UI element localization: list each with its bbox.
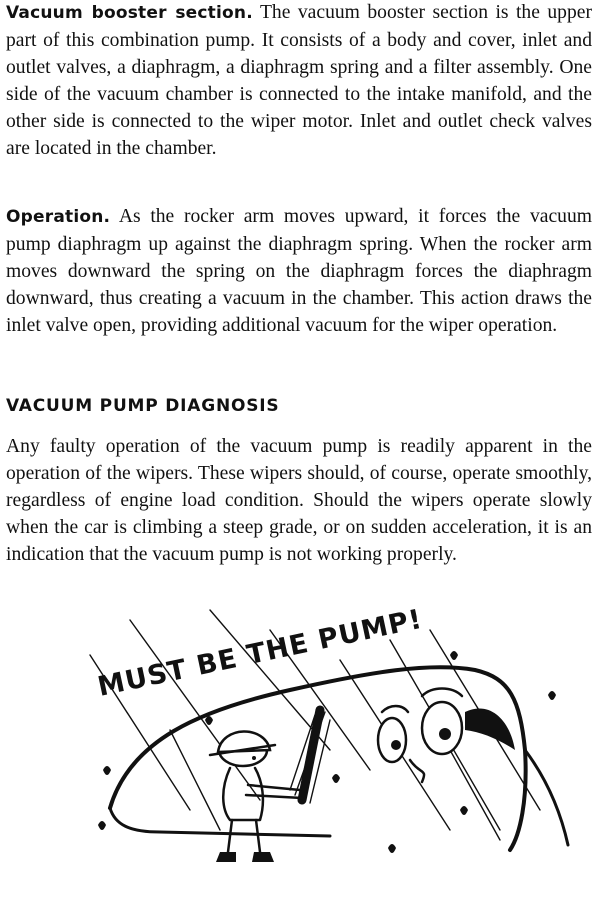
paragraph-diagnosis: Any faulty operation of the vacuum pump is readily apparent in the operation of the wipers. These wipers should, of course, operate smoothly, regardless of engine load condition. Should the wipers operate slowly when the car is climbing a steep grade, or on sudden acceleration, it is an indication that the vacuum pump is not working properly. [6,436,592,565]
paragraph-body: As the rocker arm moves upward, it forces the vacuum pump diaphragm up against the diaphragm spring. When the rocker arm moves downward the spring on the diaphragm forces the diaphragm downward, thus creating a vacuum in the chamber. This action draws the inlet valve open, providing additional vacuum for the wiper operation. [6,206,592,336]
wiper-cartoon-illustration [70,600,600,900]
runin-heading-operation: Operation. [6,207,111,227]
paragraph-operation [6,203,592,339]
mechanic-figure-icon [210,731,302,862]
paragraph-vacuum-booster [6,0,592,162]
cartoon-caption: MUST BE THE PUMP! [95,603,426,703]
runin-heading-vacuum-booster: Vacuum booster section. [6,3,253,23]
surprised-car-face-icon [378,689,515,783]
paragraph-body: The vacuum booster section is the upper part of this combination pump. It consists of a body and cover, inlet and outlet valves, a diaphragm, a diaphragm spring and a filter assembly. One side of the vacuum chamber is connected to the intake manifold, and the other side is connected to the wiper motor. Inlet and outlet check valves are located in the chamber. [6,2,592,159]
section-heading-diagnosis: VACUUM PUMP DIAGNOSIS [6,396,280,416]
windshield-frame [110,667,526,850]
